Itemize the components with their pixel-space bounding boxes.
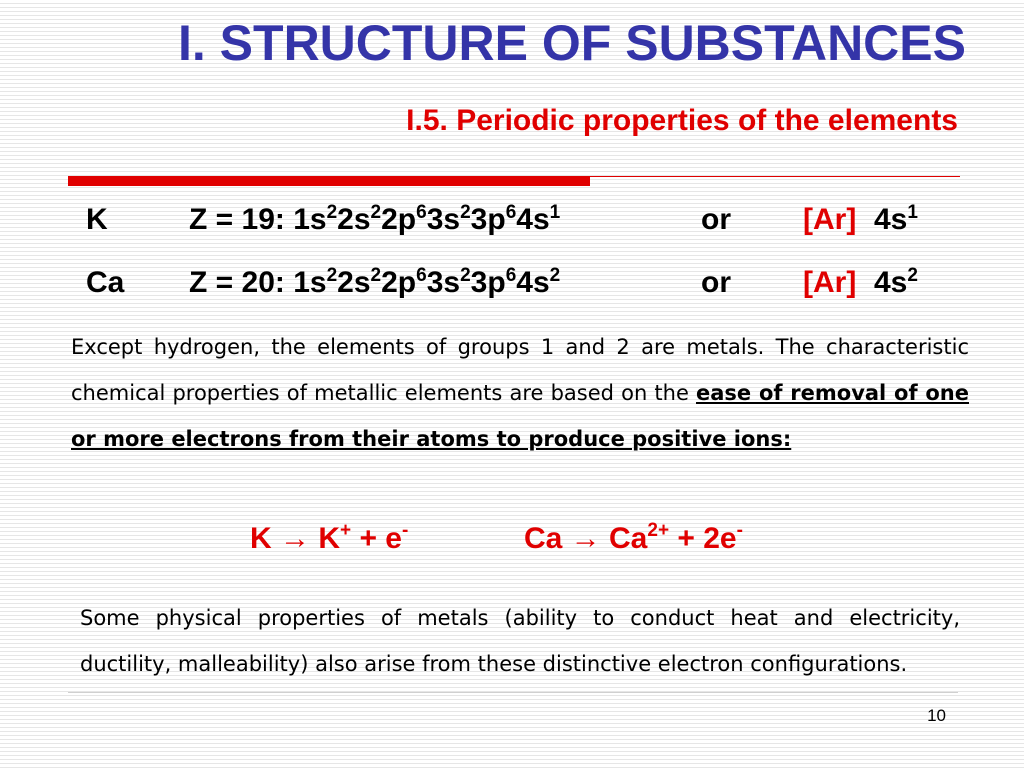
valence-config — [874, 266, 918, 300]
term-exp: 6 — [505, 202, 517, 223]
term-base: 1s — [293, 266, 327, 299]
slide-subtitle: I.5. Periodic properties of the elements — [406, 104, 958, 137]
term-exp: 2 — [460, 265, 471, 286]
charge-sup: - — [736, 520, 743, 541]
valence-config — [874, 203, 918, 237]
term-base: 3s — [426, 266, 461, 299]
term-base: 4s — [874, 266, 908, 299]
z-label: Z = 20: — [189, 266, 285, 299]
term-exp: 2 — [370, 265, 382, 286]
emphasized-text: ease of removal of one or more electrons from their atoms to produce positive ions: — [71, 381, 969, 451]
equation-lhs: K → K — [250, 522, 340, 555]
term-exp: 2 — [460, 202, 471, 223]
term-base: 2p — [381, 266, 417, 299]
z-label: Z = 19: — [189, 203, 285, 236]
physical-properties-paragraph: Some physical properties of metals (ability to conduct heat and electricity, ductility, malleability) also arise from these distinctive electron configurations. — [80, 606, 960, 676]
term-exp: 6 — [416, 202, 427, 223]
term-base: 3s — [426, 203, 461, 236]
footer-divider — [68, 692, 958, 693]
term-exp: 2 — [326, 265, 338, 286]
term-exp: 2 — [370, 202, 382, 223]
noble-gas-core: [Ar] — [803, 266, 857, 299]
equation-ca — [524, 522, 743, 556]
paragraph-text: Except hydrogen, the elements of groups 1 and 2 are metals. The characteristic chemical properties of metallic elements are based on the — [71, 335, 969, 405]
page-number: 10 — [927, 706, 946, 725]
charge-sup: 2+ — [647, 520, 670, 541]
or-label: or — [701, 266, 731, 299]
title-divider-thin — [590, 176, 960, 177]
term-base: 2s — [337, 266, 371, 299]
term-exp: 1 — [549, 202, 561, 223]
equation-k — [250, 522, 408, 556]
electron-configuration — [189, 266, 560, 300]
equation-rhs: + e — [351, 522, 402, 555]
term-base: 4s — [516, 266, 550, 299]
element-symbol: Ca — [86, 266, 125, 299]
term-base: 4s — [516, 203, 550, 236]
term-base: 4s — [874, 203, 908, 236]
charge-sup: + — [340, 520, 352, 541]
term-exp: 2 — [907, 265, 918, 286]
term-exp: 2 — [326, 202, 338, 223]
term-exp: 1 — [907, 202, 918, 223]
term-base: 3p — [470, 203, 506, 236]
title-divider-thick — [68, 176, 590, 186]
charge-sup: - — [401, 520, 409, 541]
noble-gas-core: [Ar] — [803, 203, 857, 236]
or-label: or — [701, 203, 731, 236]
term-base: 2p — [381, 203, 417, 236]
term-base: 3p — [470, 266, 506, 299]
term-base: 1s — [293, 203, 327, 236]
equation-rhs: + 2e — [669, 522, 737, 555]
config-terms — [293, 266, 560, 299]
term-exp: 2 — [549, 265, 561, 286]
slide-title: I. STRUCTURE OF SUBSTANCES — [178, 15, 966, 71]
config-terms — [293, 203, 560, 236]
metals-paragraph — [71, 324, 969, 462]
element-symbol: K — [86, 203, 108, 236]
electron-configuration — [189, 203, 560, 237]
term-exp: 6 — [505, 265, 517, 286]
equation-lhs: Ca → Ca — [524, 522, 648, 555]
term-base: 2s — [337, 203, 371, 236]
term-exp: 6 — [416, 265, 427, 286]
